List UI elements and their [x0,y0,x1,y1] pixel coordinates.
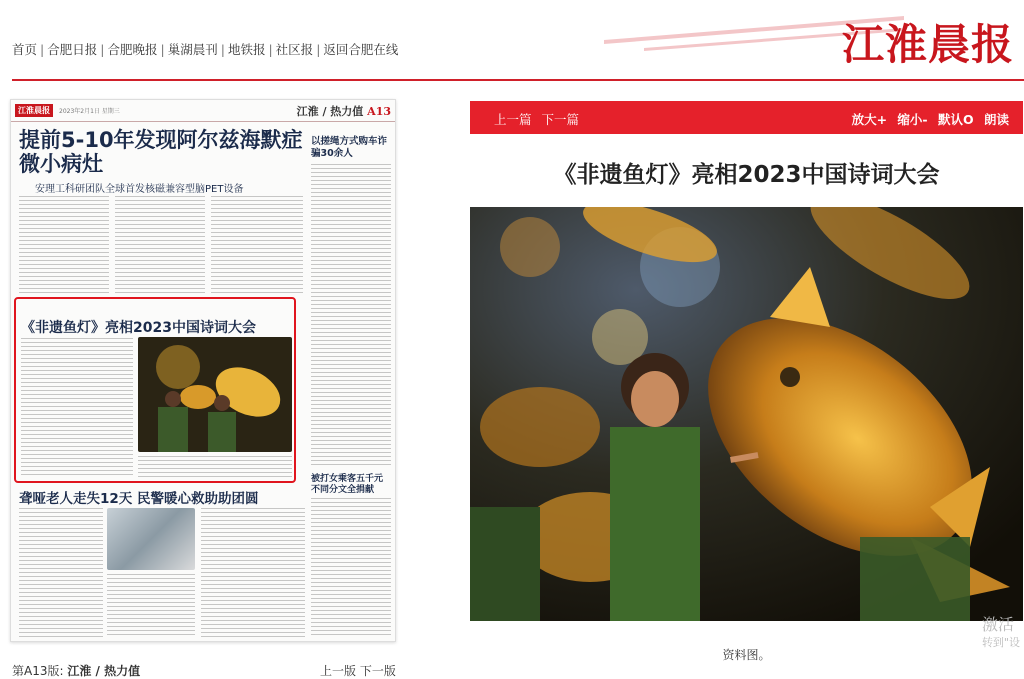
paper-side-headline-fraud[interactable]: 以搓绳方式购车诈骗30余人 [311,136,388,159]
paper-subhead-pet: 安理工科研团队全球首发核磁兼容型脑PET设备 [35,184,244,195]
top-nav: 首页 | 合肥日报 | 合肥晚报 | 巢湖晨刊 | 地铁报 | 社区报 | 返回合肥在线 [12,42,399,57]
text-column [107,574,195,638]
next-article-link[interactable]: 下一篇 [541,112,580,127]
nav-community[interactable]: 社区报 [275,42,314,57]
photo-caption: 资料图。 [722,648,771,662]
text-column [19,196,109,294]
newspaper-page[interactable] [10,99,396,642]
default-size-button[interactable]: 默认O [937,112,974,127]
article-title: 《非遗鱼灯》亮相2023中国诗词大会 [553,162,940,188]
paper-date: 2023年2月1日 星期三 [59,108,120,115]
header-divider [12,79,1024,81]
article-photo [470,207,1023,621]
article-nav [488,110,579,128]
os-activation-watermark: 激活 转到"设 [981,615,1020,649]
page-label: 第A13版: 江淮 / 热力值 [12,664,141,678]
paper-side-headline-donation[interactable]: 被打女乘客五千元不同分文全捐献 [311,474,384,495]
nav-metro[interactable]: 地铁报 [227,42,266,57]
paper-article-photo-2 [107,508,195,570]
page-section-link[interactable]: 江淮 / 热力值 [67,664,141,678]
text-column [115,196,205,294]
text-column [19,508,103,638]
text-column [201,508,305,638]
text-column [311,498,391,638]
site-header [0,0,1024,82]
nav-hefei-daily[interactable]: 合肥日报 [47,42,98,57]
text-column [21,338,133,478]
prev-article-link[interactable]: 上一篇 [494,112,532,127]
paper-article-photo [138,337,292,452]
next-page-link[interactable]: 下一版 [359,664,396,678]
read-aloud-button[interactable]: 朗读 [983,112,1009,127]
nav-home[interactable]: 首页 [12,42,38,57]
paper-headline-alzheimer[interactable]: 提前5-10年发现阿尔兹海默症微小病灶 [19,128,303,176]
text-column [211,196,303,294]
zoom-in-button[interactable]: 放大+ [851,112,888,127]
nav-chaohu[interactable]: 巢湖晨刊 [167,42,218,57]
text-column [138,456,292,478]
text-column [311,164,391,466]
brand-logo[interactable]: 江淮晨报 [841,20,1014,69]
page-navigation [320,662,396,679]
nav-hefei-evening[interactable]: 合肥晚报 [107,42,158,57]
paper-section: 江淮 / 热力值 A13 [296,105,391,118]
zoom-out-button[interactable]: 缩小- [897,112,928,127]
article-toolbar [470,101,1023,134]
nav-back-online[interactable]: 返回合肥在线 [323,42,399,57]
paper-header [11,100,396,122]
paper-masthead: 江淮晨报 [15,104,53,117]
text-controls [846,110,1009,128]
prev-page-link[interactable]: 上一版 [320,664,357,678]
paper-headline-elderly[interactable]: 聋哑老人走失12天 民警暖心救助助团圆 [19,491,259,507]
paper-headline-fish-lantern[interactable]: 《非遗鱼灯》亮相2023中国诗词大会 [21,320,256,336]
